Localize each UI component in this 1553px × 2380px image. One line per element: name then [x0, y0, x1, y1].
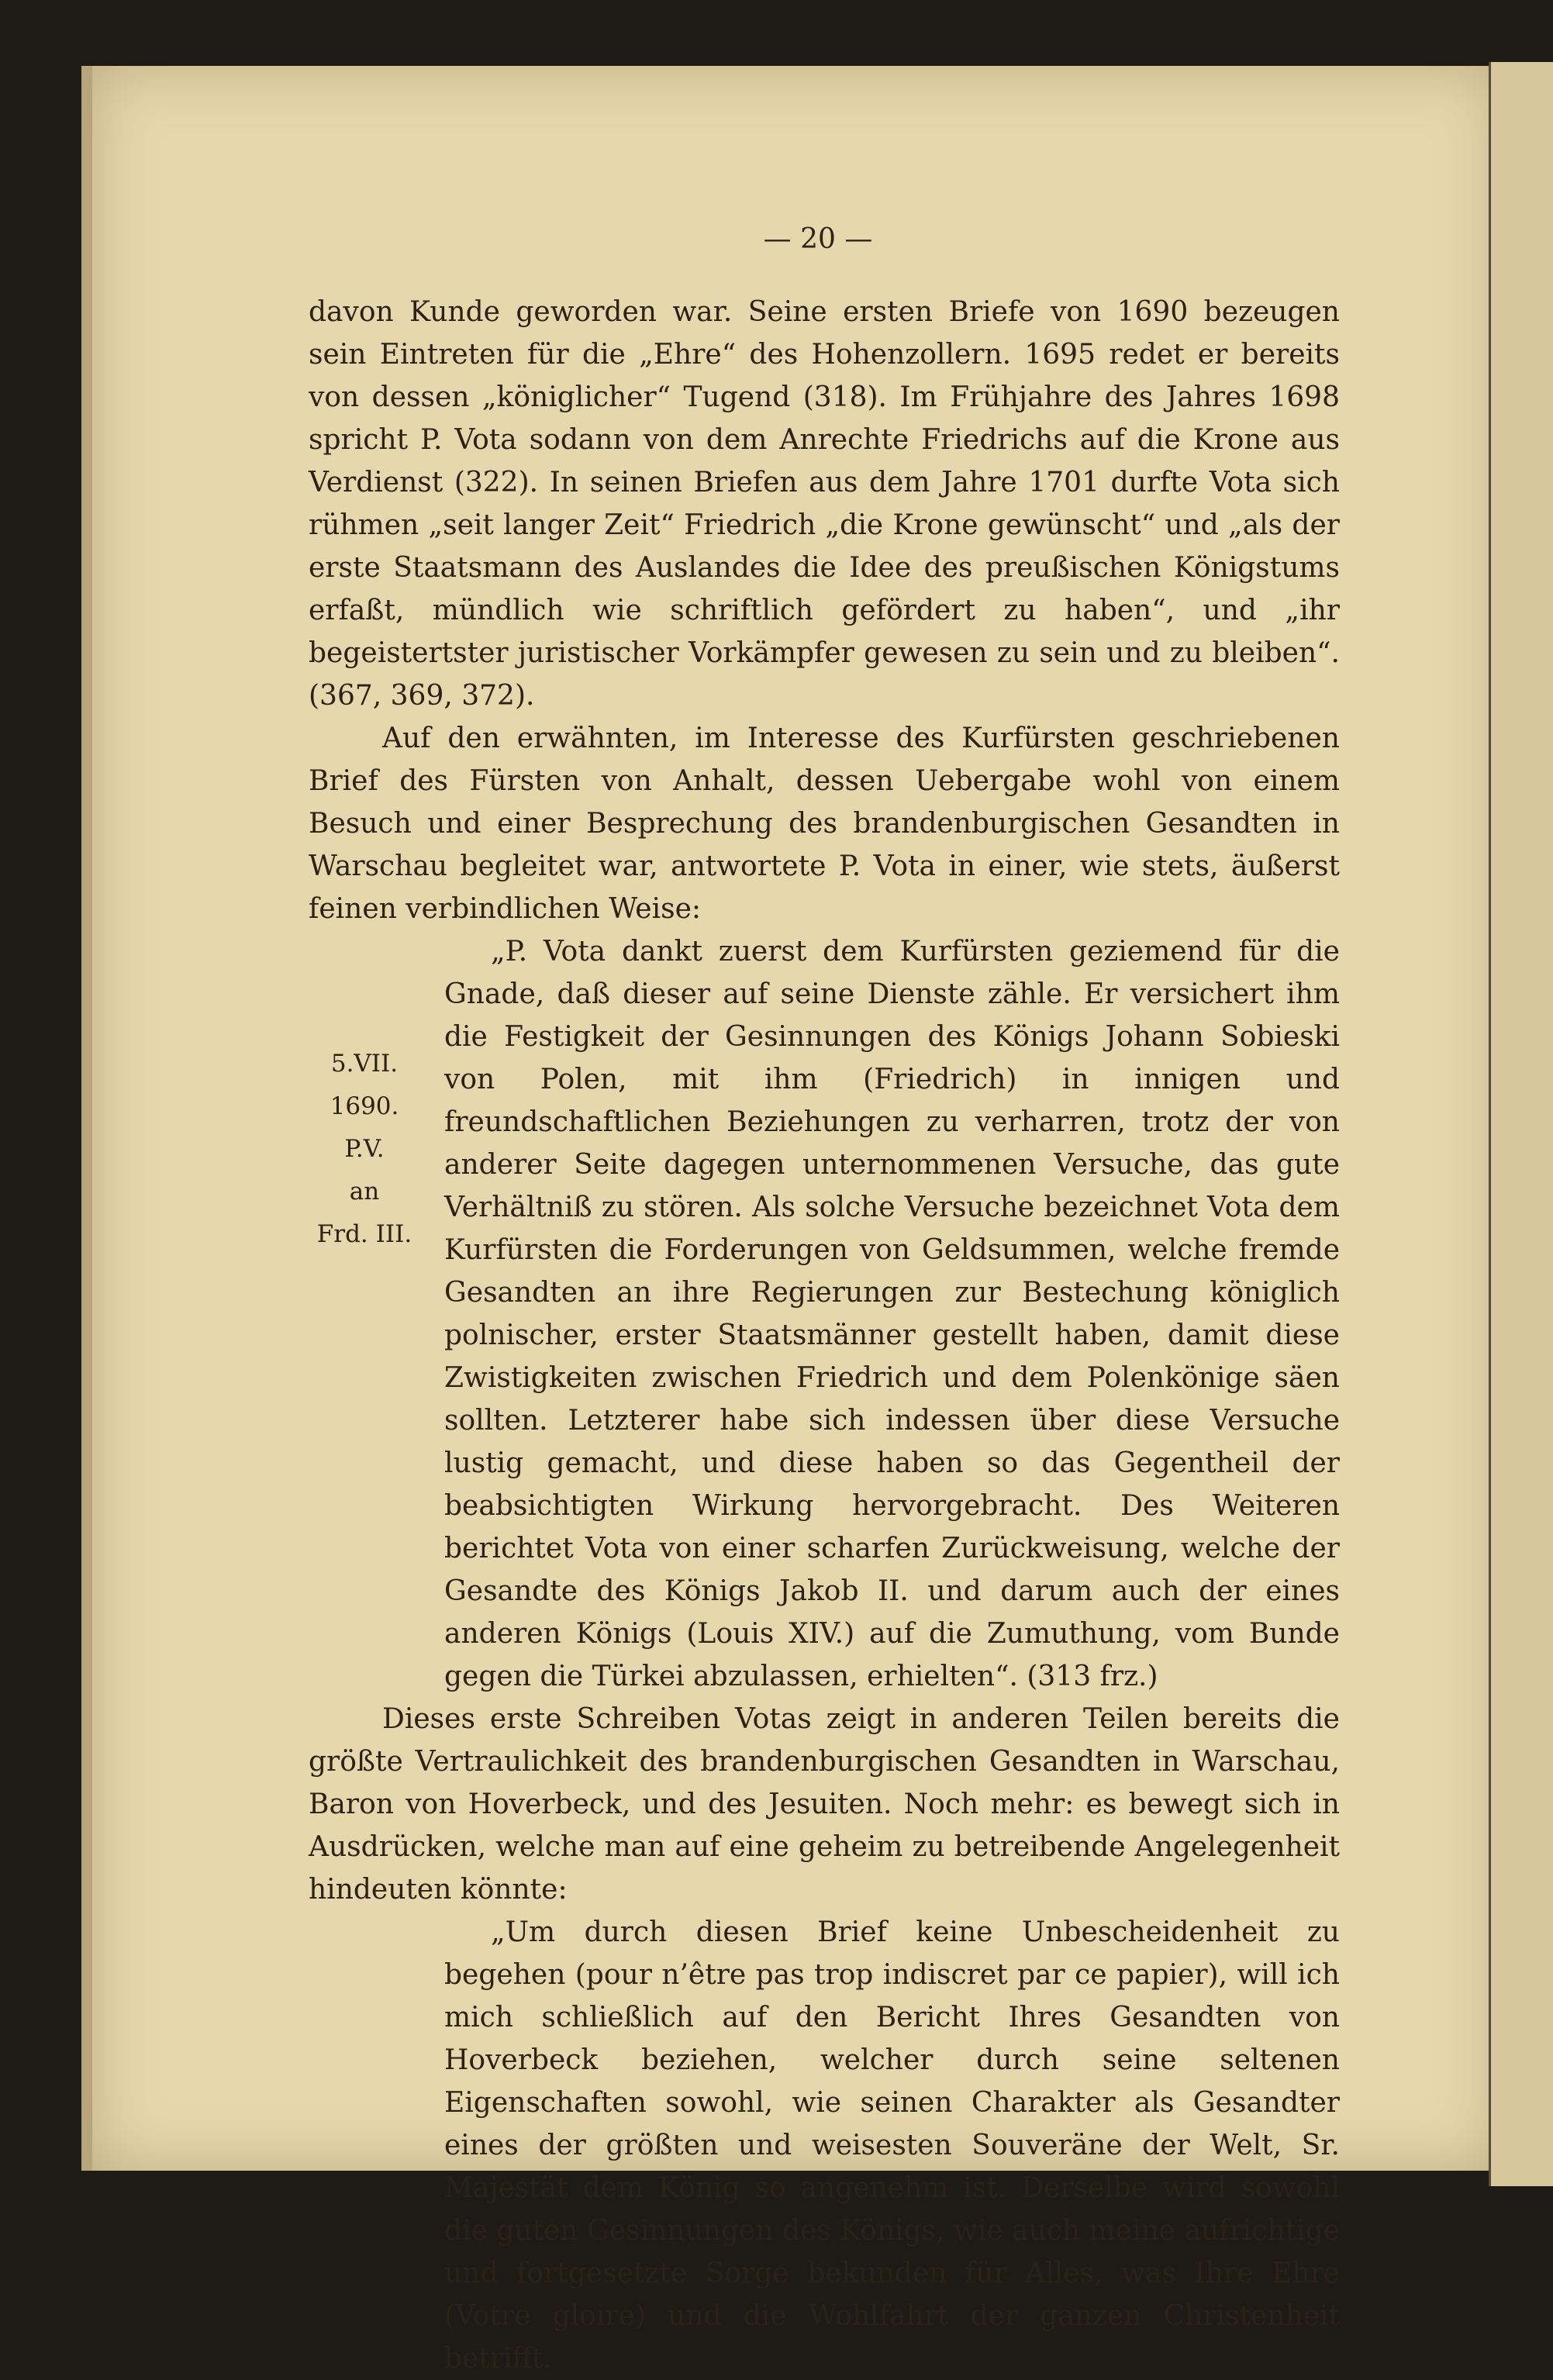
margin-note — [306, 1043, 423, 1256]
body-text — [309, 291, 1340, 2380]
paragraph-2: Auf den erwähnten, im Interesse des Kurfürsten geschriebenen Brief des Fürsten von Anhalt, dessen Uebergabe wohl von einem Besuch und einer Besprechung des brandenburgischen Gesandten in Warschau begleitet war, antwortete P. Vota in einer, wie stets, äußerst feinen verbindlichen Weise: — [309, 723, 1340, 925]
margin-note-line: 5.VII. — [330, 1050, 399, 1078]
page-number: — 20 — — [763, 223, 873, 255]
margin-note-line: an — [349, 1178, 380, 1206]
margin-note-line: 1690. — [330, 1092, 399, 1120]
margin-note-line: Frd. III. — [316, 1220, 412, 1248]
quote-2: „Um durch diesen Brief keine Unbescheidenheit zu begehen (pour n’être pas trop indiscret par ce papier), will ich mich schließlich auf den Bericht Ihres Gesandten von Hoverbeck beziehen, welcher durch seine seltenen Eigenschaften sowohl, wie seinen Charakter als Gesandter eines der größten und weisesten Souveräne der Welt, Sr. Majestät dem König so angenehm ist. Derselbe wird sowohl die guten Gesinnungen des Königs, wie auch meine aufrichtige und fortgesetzte Sorge bekunden für Alles, was Ihre Ehre (Votre gloire) und die Wohlfahrt der ganzen Christenheit betrifft. — [444, 1916, 1340, 2375]
next-page-edge — [1489, 62, 1553, 2186]
quote-1: „P. Vota dankt zuerst dem Kurfürsten geziemend für die Gnade, daß dieser auf seine Dienste zähle. Er versichert ihm die Festigkeit der Gesinnungen des Königs Johann Sobieski von Polen, mit ihm (Friedrich) in innigen und freundschaftlichen Beziehungen zu verharren, trotz der von anderer Seite dagegen unternommenen Versuche, das gute Verhältniß zu stören. Als solche Versuche bezeichnet Vota dem Kurfürsten die Forderungen von Geldsummen, welche fremde Gesandten an ihre Regierungen zur Bestechung königlich polnischer, erster Staatsmänner gestellt haben, damit diese Zwistigkeiten zwischen Friedrich und dem Polenkönige säen sollten. Letzterer habe sich indessen über diese Versuche lustig gemacht, und diese haben so das Gegentheil der beabsichtigten Wirkung hervorgebracht. Des Weiteren berichtet Vota von einer scharfen Zurückweisung, welche der Gesandte des Königs Jakob II. und darum auch der eines anderen Königs (Louis XIV.) auf die Zumuthung, vom Bunde gegen die Türkei abzulassen, erhielten“. (313 frz.) — [444, 936, 1340, 1692]
margin-note-line: P.V. — [344, 1135, 385, 1163]
paragraph-1: davon Kunde geworden war. Seine ersten Briefe von 1690 bezeugen sein Eintreten für die „Ehre“ des Hohenzollern. 1695 redet er bereits von dessen „königlicher“ Tugend (318). Im Frühjahre des Jahres 1698 spricht P. Vota sodann von dem Anrechte Friedrichs auf die Krone aus Verdienst (322). In seinen Briefen aus dem Jahre 1701 durfte Vota sich rühmen „seit langer Zeit“ Friedrich „die Krone gewünscht“ und „als der erste Staatsmann des Auslandes die Idee des preußischen Königstums erfaßt, mündlich wie schriftlich gefördert zu haben“, und „ihr begeistertster juristischer Vorkämpfer gewesen zu sein und zu bleiben“. (367, 369, 372). — [309, 296, 1340, 712]
paragraph-3: Dieses erste Schreiben Votas zeigt in anderen Teilen bereits die größte Vertraulichkeit des brandenburgischen Gesandten in Warschau, Baron von Hoverbeck, und des Jesuiten. Noch mehr: es bewegt sich in Ausdrücken, welche man auf eine geheim zu betreibende Angelegenheit hindeuten könnte: — [309, 1703, 1340, 1906]
